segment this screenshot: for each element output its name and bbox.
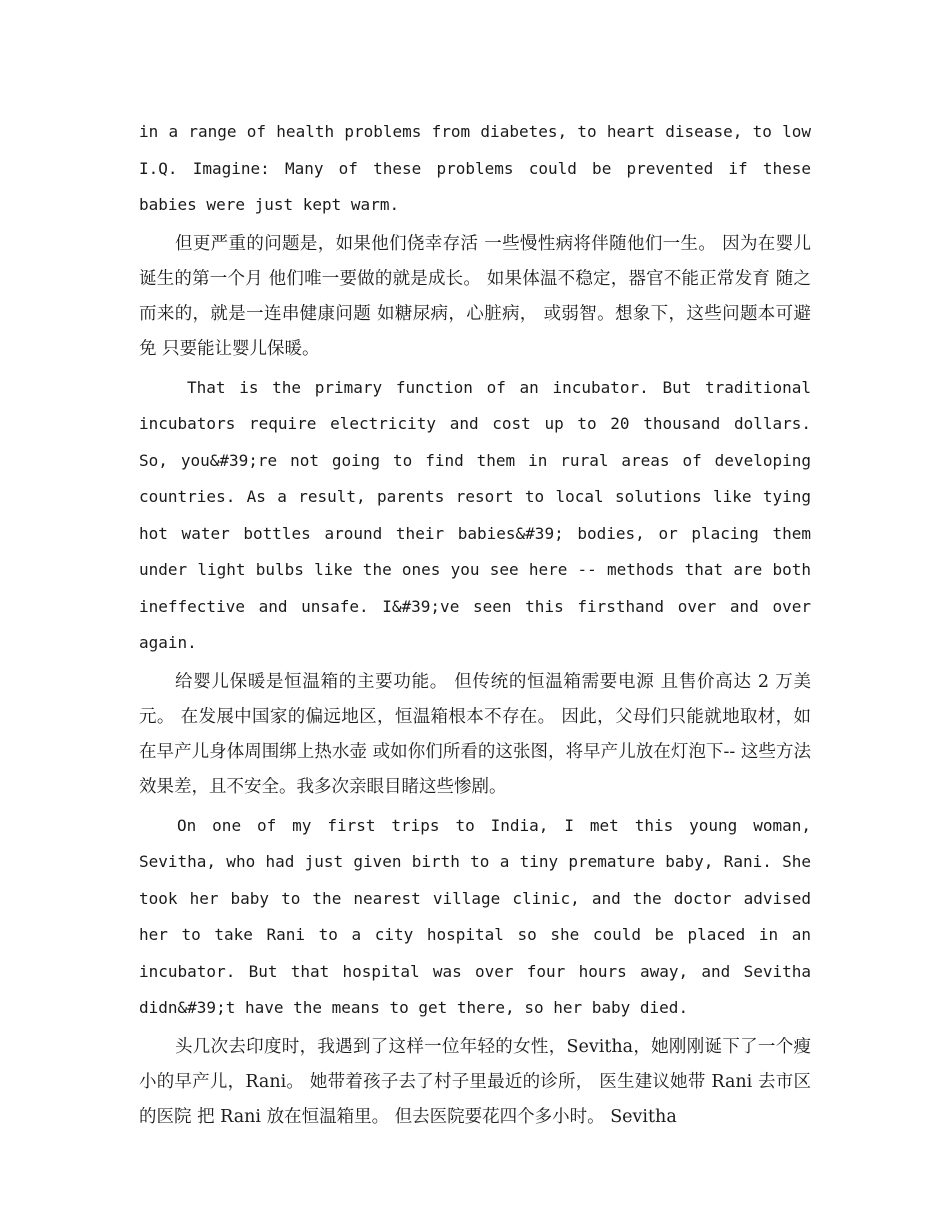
document-page xyxy=(139,114,811,1135)
paragraph-zh-3: 头几次去印度时，我遇到了这样一位年轻的女性，Sevitha，她刚刚诞下了一个瘦小的早产儿，Rani。 她带着孩子去了村子里最近的诊所， 医生建议她带 Rani 去市区的医院 把 Rani 放在恒温箱里。 但去医院要花四个多小时。 Sevitha xyxy=(139,1036,811,1127)
paragraph-zh-1: 但更严重的问题是，如果他们侥幸存活 一些慢性病将伴随他们一生。 因为在婴儿诞生的第一个月 他们唯一要做的就是成长。 如果体温不稳定，器官不能正常发育 随之而来的，就是一连串健康问题 如糖尿病，心脏病， 或弱智。想象下，这些问题本可避免 只要能让婴儿保暖。 xyxy=(139,233,811,359)
paragraph-en-1: in a range of health problems from diabetes, to heart disease, to low I.Q. Imagine: Many of these problems could be prevented if these babies were just kept warm. xyxy=(139,122,811,214)
paragraph-en-3: On one of my first trips to India, I met this young woman, Sevitha, who had just given birth to a tiny premature baby, Rani. She took her baby to the nearest village clinic, and the doctor advised her to take Rani to a city hospital so she could be placed in an incubator. But that hospital was over four hours away, and Sevitha didn&#39;t have the means to get there, so her baby died. xyxy=(139,815,811,1017)
paragraph-zh-2: 给婴儿保暖是恒温箱的主要功能。 但传统的恒温箱需要电源 且售价高达 2 万美元。 在发展中国家的偏远地区，恒温箱根本不存在。 因此，父母们只能就地取材，如在早产儿身体周围绑上热水壶 或如你们所看的这张图，将早产儿放在灯泡下-- 这些方法效果差，且不安全。我多次亲眼目睹这些惨剧。 xyxy=(139,671,811,797)
paragraph-en-2: That is the primary function of an incubator. But traditional incubators require electricity and cost up to 20 thousand dollars. So, you&#39;re not going to find them in rural areas of developing countries. As a result, parents resort to local solutions like tying hot water bottles around their babies&#39; bodies, or placing them under light bulbs like the ones you see here -- methods that are both ineffective and unsafe. I&#39;ve seen this firsthand over and over again. xyxy=(139,377,811,652)
